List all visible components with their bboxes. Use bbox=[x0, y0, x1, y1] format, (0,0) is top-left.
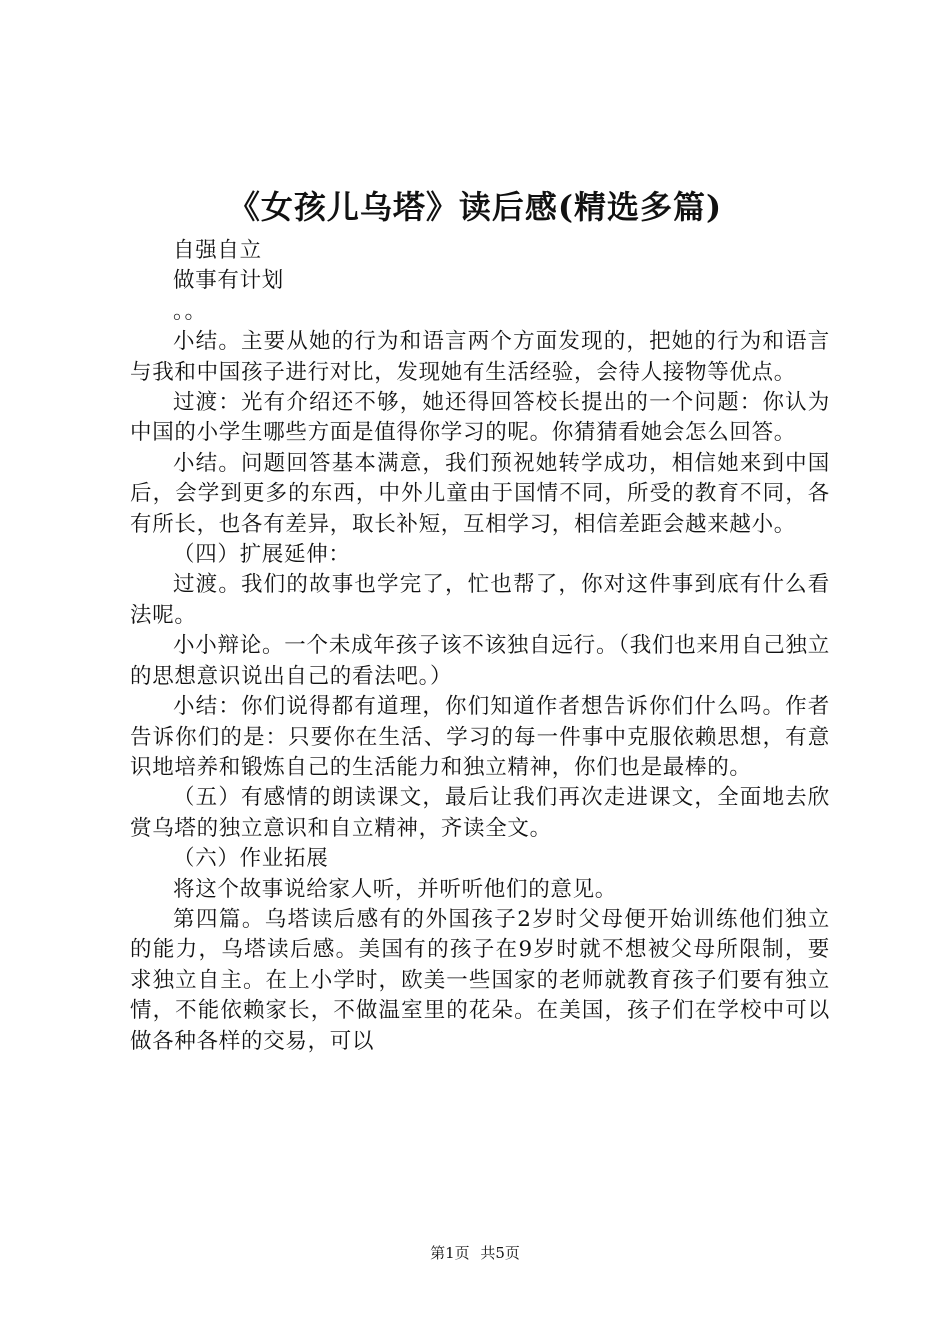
document-body bbox=[130, 236, 830, 1057]
paragraph: （六）作业拓展 bbox=[173, 846, 329, 872]
page-number: 第1页 bbox=[430, 1244, 470, 1262]
paragraph: 小结。问题回答基本满意，我们预祝她转学成功，相信她来到中国后，会学到更多的东西，中外儿童由于国情不同，所受的教育不同，各有所长，也各有差异，取长补短，互相学习，相信差距会越来越小。 bbox=[130, 450, 830, 537]
paragraph: 小结。主要从她的行为和语言两个方面发现的，把她的行为和语言与我和中国孩子进行对比，发现她有生活经验，会待人接物等优点。 bbox=[130, 329, 830, 385]
paragraph: 将这个故事说给家人听，并听听他们的意见。 bbox=[173, 876, 618, 902]
page-total: 共5页 bbox=[480, 1244, 520, 1262]
paragraph: 过渡：光有介绍还不够，她还得回答校长提出的一个问题：你认为中国的小学生哪些方面是值得你学习的呢。你猜猜看她会怎么回答。 bbox=[130, 390, 830, 446]
paragraph: 过渡。我们的故事也学完了，忙也帮了，你对这件事到底有什么看法呢。 bbox=[130, 572, 830, 628]
document-title: 《女孩儿乌塔》读后感(精选多篇) bbox=[227, 188, 723, 226]
paragraph: 。。 bbox=[173, 298, 207, 324]
paragraph: （五）有感情的朗读课文，最后让我们再次走进课文，全面地去欣赏乌塔的独立意识和自立精神，齐读全文。 bbox=[130, 785, 830, 841]
paragraph: （四）扩展延伸： bbox=[173, 542, 351, 568]
page-footer bbox=[0, 1242, 950, 1264]
paragraph: 自强自立 bbox=[173, 238, 262, 263]
paragraph: 小小辩论。一个未成年孩子该不该独自远行。（我们也来用自己独立的思想意识说出自己的看法吧。） bbox=[130, 633, 830, 689]
paragraph: 做事有计划 bbox=[173, 268, 285, 294]
paragraph: 第四篇。乌塔读后感有的外国孩子2岁时父母便开始训练他们独立的能力，乌塔读后感。美国有的孩子在9岁时就不想被父母所限制，要求独立自主。在上小学时，欧美一些国家的老师就教育孩子们要有独立情，不能依赖家长，不做温室里的花朵。在美国，孩子们在学校中可以做各种各样的交易，可以 bbox=[130, 906, 830, 1054]
paragraph: 小结：你们说得都有道理，你们知道作者想告诉你们什么吗。作者告诉你们的是：只要你在生活、学习的每一件事中克服依赖思想，有意识地培养和锻炼自己的生活能力和独立精神，你们也是最棒的。 bbox=[130, 694, 830, 780]
